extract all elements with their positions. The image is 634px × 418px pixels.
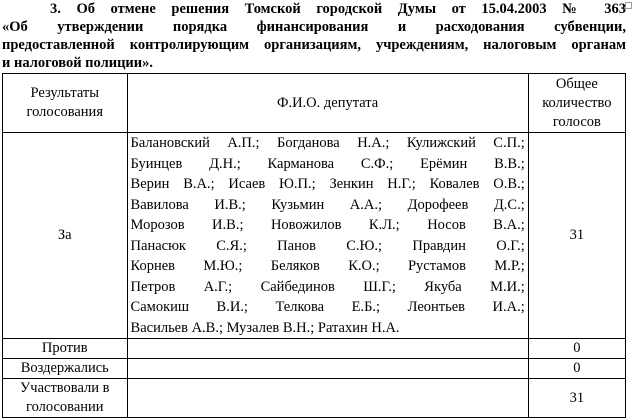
- deputy-names-cell: [127, 339, 528, 359]
- deputy-names-line: Балановский А.П.; Богданова Н.А.; Кулижский С.П.;: [130, 135, 525, 151]
- result-cell: За: [3, 133, 128, 339]
- total-cell: 0: [528, 339, 625, 359]
- result-cell: Воздержались: [3, 359, 128, 379]
- header-names: [127, 74, 528, 133]
- table-row-abstained: [3, 359, 626, 379]
- voting-results-table: [2, 73, 626, 418]
- header-result-label: Результаты голосования: [26, 85, 103, 120]
- header-result: [3, 74, 128, 133]
- header-total-label: Общее количество голосов: [542, 75, 612, 130]
- deputy-names-line: Верин В.А.; Исаев Ю.П.; Зенкин Н.Г.; Ковалев О.В.;: [130, 176, 525, 192]
- deputy-names-line: Панасюк С.Я.; Панов С.Ю.; Правдин О.Г.;: [130, 237, 525, 254]
- total-cell: 31: [528, 133, 625, 339]
- result-cell: Участвовали в голосовании: [3, 379, 128, 418]
- header-names-label: Ф.И.О. депутата: [277, 94, 379, 111]
- deputy-names-cell: [127, 133, 528, 339]
- deputy-names-line: Вавилова И.В.; Кузьмин А.А.; Дорофеев Д.С.;: [130, 196, 525, 213]
- total-cell: 0: [528, 359, 625, 379]
- deputy-names-line: Васильев А.В.; Музалев В.Н.; Ратахин Н.А.: [130, 319, 400, 336]
- deputy-names-line: Самокиш В.И.; Телкова Е.Б.; Леонтьев И.А.;: [130, 299, 525, 315]
- header-total: [528, 74, 625, 133]
- table-row-for: [3, 133, 626, 339]
- result-cell: Против: [3, 339, 128, 359]
- heading-line-4: и налоговой полиции».: [2, 55, 154, 71]
- deputy-names-line: Буинцев Д.Н.; Карманова С.Ф.; Ерёмин В.В.;: [130, 155, 525, 172]
- heading-line-1: 3. Об отмене решения Томской городской Думы от 15.04.2003 № 363: [50, 1, 626, 17]
- table-move-handle-icon[interactable]: [625, 2, 632, 9]
- deputy-names-cell: [127, 359, 528, 379]
- total-cell: 31: [528, 379, 625, 418]
- deputy-names-line: Морозов И.В.; Новожилов К.Л.; Носов В.А.;: [130, 217, 525, 233]
- resolution-heading: [2, 0, 626, 72]
- table-header-row: [3, 74, 626, 133]
- table-row-participated: [3, 379, 626, 418]
- deputy-names-line: Петров А.Г.; Сайбединов Ш.Г.; Якуба М.И.;: [130, 278, 525, 295]
- heading-line-2: «Об утверждении порядка финансирования и расходования субвенции,: [2, 19, 626, 35]
- heading-line-3: предоставленной контролирующим организациям, учреждениям, налоговым органам: [2, 37, 626, 53]
- deputy-names-cell: [127, 379, 528, 418]
- table-row-against: [3, 339, 626, 359]
- deputy-names-line: Корнев М.Ю.; Беляков К.О.; Рустамов М.Р.;: [130, 258, 525, 274]
